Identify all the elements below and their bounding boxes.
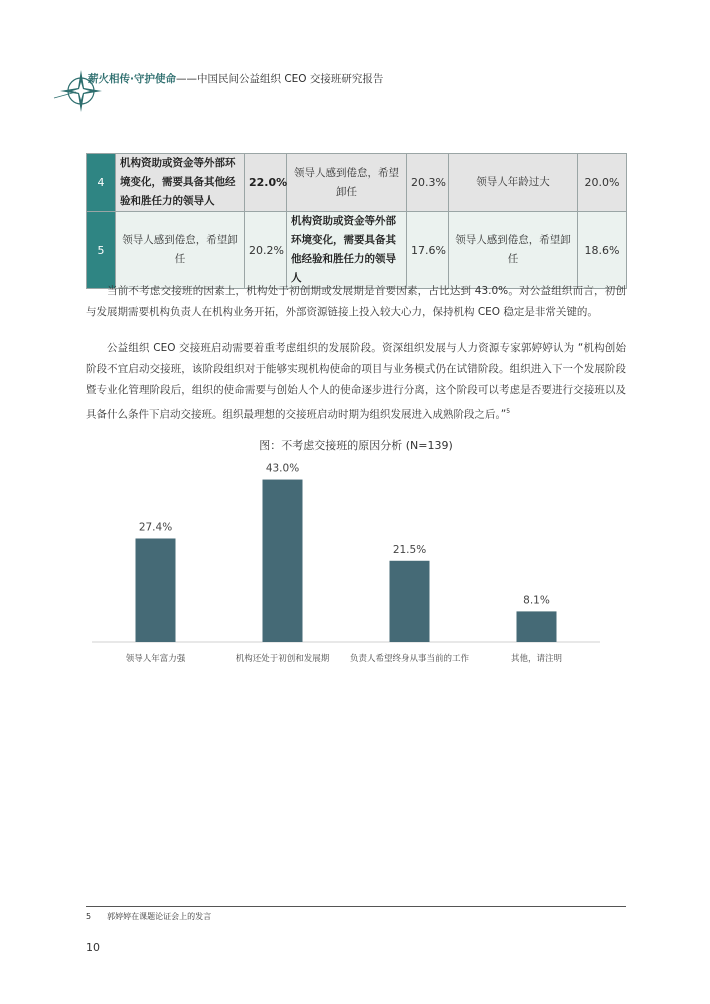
paragraph-2-text: 公益组织 CEO 交接班启动需要着重考虑组织的发展阶段。资深组织发展与人力资源专家郭婷婷认为 “机构创始阶段不宜启动交接班，该阶段组织对于能够实现机构使命的项目与业务模式仍在试错阶段。组织进入下一个发展阶段暨专业化管理阶段后，组织的使命需要与创始人个人的使命逐步进行分离，这个阶段可以考虑是否要进行交接班以及具备什么条件下启动交接班。组织最理想的交接班启动时期为组织发展进入成熟阶段之后。”: [86, 342, 626, 421]
bar: [263, 480, 303, 642]
footnote-number: 5: [86, 912, 92, 921]
bar: [390, 561, 430, 642]
percent-cell: 20.2%: [245, 212, 287, 289]
header-subtitle: ——中国民间公益组织 CEO 交接班研究报告: [176, 73, 384, 85]
percent-cell: 18.6%: [578, 212, 627, 289]
percent-cell: 17.6%: [407, 212, 449, 289]
category-label: 机构还处于初创和发展期: [235, 654, 330, 664]
reason-cell: 领导人感到倦怠，希望卸任: [116, 212, 245, 289]
ranking-table: [86, 153, 627, 289]
bar-chart: [86, 460, 626, 670]
data-label: 21.5%: [392, 543, 427, 556]
table-row: [87, 154, 627, 212]
reason-cell: 机构资助或资金等外部环境变化，需要具备其他经验和胜任力的领导人: [287, 212, 407, 289]
rank-cell: 5: [87, 212, 116, 289]
header-brand: 薪火相传·守护使命: [88, 73, 176, 85]
data-label: 8.1%: [523, 594, 550, 607]
chart-title: 图：不考虑交接班的原因分析 (N=139): [259, 439, 453, 452]
reason-cell: 机构资助或资金等外部环境变化，需要具备其他经验和胜任力的领导人: [116, 154, 245, 212]
bar: [517, 611, 557, 642]
percent-cell: 22.0%: [245, 154, 287, 212]
bar: [136, 538, 176, 642]
category-label: 负责人希望终身从事当前的工作: [349, 654, 470, 664]
percent-cell: 20.3%: [407, 154, 449, 212]
footnote: [86, 911, 211, 922]
reason-cell: 领导人感到倦怠，希望卸任: [287, 154, 407, 212]
rank-cell: 4: [87, 154, 116, 212]
page-number: 10: [86, 941, 100, 954]
footnote-ref: 5: [506, 408, 511, 415]
data-label: 43.0%: [265, 462, 300, 475]
percent-cell: 20.0%: [578, 154, 627, 212]
data-label: 27.4%: [138, 521, 173, 534]
reason-cell: 领导人年龄过大: [449, 154, 578, 212]
reason-cell: 领导人感到倦怠，希望卸任: [449, 212, 578, 289]
paragraph-1: 当前不考虑交接班的因素上，机构处于初创期或发展期是首要因素，占比达到 43.0%。对公益组织而言，初创与发展期需要机构负责人在机构业务开拓，外部资源链接上投入较大心力，保持机构 CEO 稳定是非常关键的。: [86, 285, 626, 318]
table-row: [87, 212, 627, 289]
paragraph-2: [86, 338, 626, 426]
category-label: 领导人年富力强: [125, 654, 186, 664]
footnote-divider: [86, 906, 626, 907]
header-title: [88, 71, 383, 86]
footnote-text: 郭婷婷在课题论证会上的发言: [107, 912, 212, 921]
category-label: 其他，请注明: [510, 654, 563, 664]
